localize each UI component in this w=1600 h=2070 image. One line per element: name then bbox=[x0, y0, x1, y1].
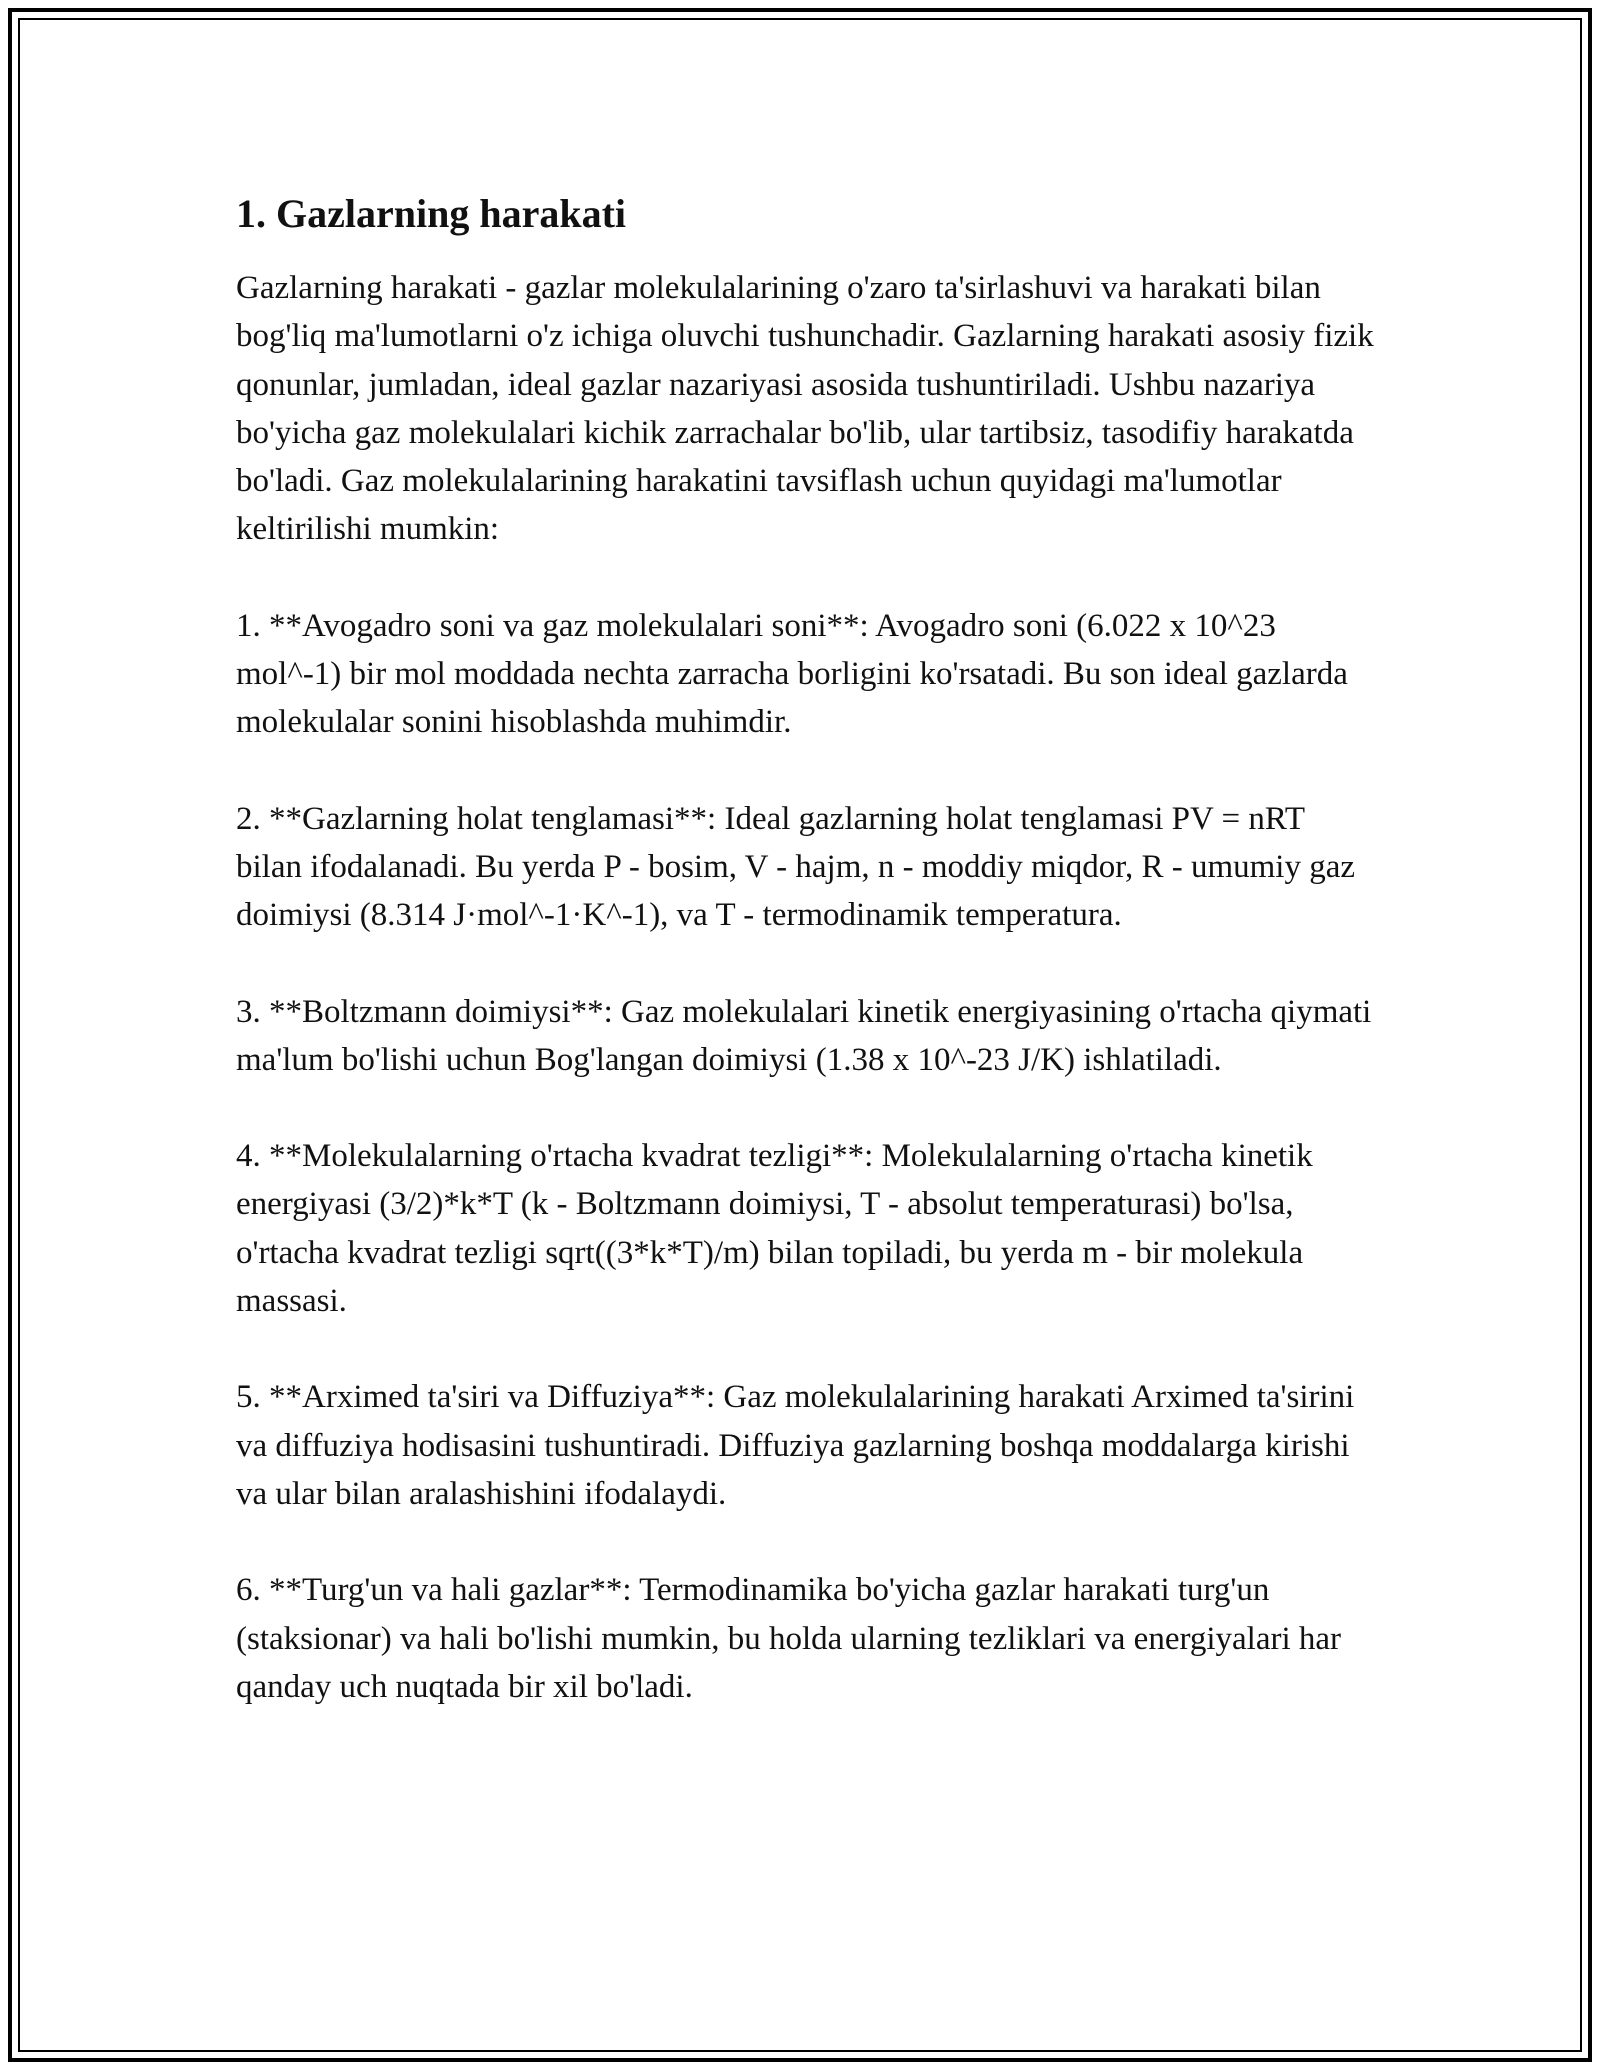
list-item-state-equation: 2. **Gazlarning holat tenglamasi**: Ideal gazlarning holat tenglamasi PV = nRT bilan ifodalanadi. Bu yerda P - bosim, V - hajm, n - moddiy miqdor, R - umumiy gaz doimiysi (8.314 J·mol^-1·K^-1), va T - termodinamik temperatura. bbox=[236, 800, 1356, 934]
list-item-rms-speed: 4. **Molekulalarning o'rtacha kvadrat tezligi**: Molekulalarning o'rtacha kinetik energiyasi (3/2)*k*T (k - Boltzmann doimiysi, T - absolut temperaturasi) bo'lsa, o'rtacha kvadrat tezligi sqrt((3*k*T)/m) bilan topiladi, bu yerda m - bir molekula massasi. bbox=[236, 1138, 1313, 1320]
document-body bbox=[236, 186, 1376, 1759]
list-item-avogadro: 1. **Avogadro soni va gaz molekulalari soni**: Avogadro soni (6.022 x 10^23 mol^-1) bir mol moddada nechta zarracha borligini ko'rsatadi. Bu son ideal gazlarda molekulalar sonini hisoblashda muhimdir. bbox=[236, 607, 1348, 741]
section-heading: 1. Gazlarning harakati bbox=[236, 191, 627, 236]
list-item-steady-gases: 6. **Turg'un va hali gazlar**: Termodinamika bo'yicha gazlar harakati turg'un (staksionar) va hali bo'lishi mumkin, bu holda ularning tezliklari va energiyalari har qanday uch nuqtada bir xil bo'ladi. bbox=[236, 1572, 1342, 1705]
list-item-boltzmann: 3. **Boltzmann doimiysi**: Gaz molekulalari kinetik energiyasining o'rtacha qiymati ma'lum bo'lishi uchun Bog'langan doimiysi (1.38 x 10^-23 J/K) ishlatiladi. bbox=[236, 993, 1372, 1078]
intro-paragraph: Gazlarning harakati - gazlar molekulalarining o'zaro ta'sirlashuvi va harakati bilan bog'liq ma'lumotlarni o'z ichiga oluvchi tushunchadir. Gazlarning harakati asosiy fizik qonunlar, jumladan, ideal gazlar nazariyasi asosida tushuntiriladi. Ushbu nazariya bo'yicha gaz molekulalari kichik zarrachalar bo'lib, ular tartibsiz, tasodifiy harakatda bo'ladi. Gaz molekulalarining harakatini tavsiflash uchun quyidagi ma'lumotlar keltirilishi mumkin: bbox=[236, 270, 1374, 548]
list-item-diffusion: 5. **Arximed ta'siri va Diffuziya**: Gaz molekulalarining harakati Arximed ta'sirini va diffuziya hodisasini tushuntiradi. Diffuziya gazlarning boshqa moddalarga kirishi va ular bilan aralashishini ifodalaydi. bbox=[236, 1379, 1355, 1512]
